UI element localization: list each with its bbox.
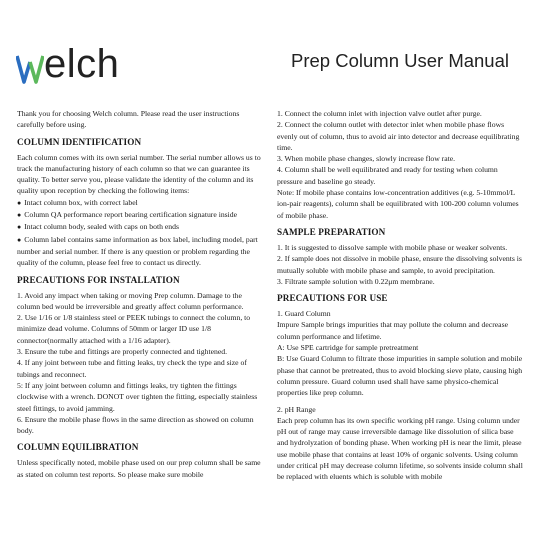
logo-w-mark-icon <box>16 54 44 84</box>
sample-item: 1. It is suggested to dissolve sample with mobile phase or weaker solvents. <box>277 242 508 252</box>
install-item: 4. If any joint between tube and fitting leaks, try check the type and size of tubings and reconnect. <box>17 358 247 379</box>
right-column <box>277 108 523 483</box>
install-item: 2. Use 1/16 or 1/8 stainless steel or PEEK tubings to connect the column, to minimize dead volume. Columns of 50mm or larger ID use 1/8 connector(normally attached with a 1/16 adapter). <box>17 313 251 345</box>
document-title: Prep Column User Manual <box>291 50 509 71</box>
guard-column-title: 1. Guard Column <box>277 309 331 319</box>
intro-paragraph: Thank you for choosing Welch column. Please read the user instructions carefully before using. <box>17 109 240 130</box>
guard-column-text: Impure Sample brings impurities that may pollute the column and decrease column performance and lifetime. <box>277 320 508 341</box>
logo-text: elch <box>44 42 120 86</box>
equilibration-step: 3. When mobile phase changes, slowly increase flow rate. <box>277 154 456 164</box>
checklist-item: ● Intact column body, sealed with caps on both ends <box>17 221 264 233</box>
page-header <box>0 0 535 100</box>
column-identification-text: Each column comes with its own serial number. The serial number allows us to track the manufacturing history of each column so that we can guarantee its quality. To better serve you, please validate the identity of the column and its quality upon reception by checking the following items: <box>17 152 261 196</box>
checklist-item: ● Column QA performance report bearing certification signature inside <box>17 209 264 221</box>
install-item: 5: If any joint between column and fittings leaks, try tighten the fittings clockwise with a wrench. DONOT over tighten the fitting, especially stainless steel fittings, to avoid jamming. <box>17 380 258 413</box>
install-item: 3. Ensure the tube and fittings are properly connected and tightened. <box>17 347 228 357</box>
ph-range-title: 2. pH Range <box>277 404 316 414</box>
equilibration-note: Note: If mobile phase contains low-concentration additives (e.g. 5-10mmol/L ion-pair reagents), column shall be equilibrated with 100-200 column volumes of mobile phase. <box>277 188 519 220</box>
equilibration-step: 4. Column shall be well equilibrated and ready for testing when column pressure and baseline go steady. <box>277 165 498 186</box>
checklist-item: ● Intact column box, with correct label <box>17 197 264 209</box>
heading-precautions-use: PRECAUTIONS FOR USE <box>277 293 388 304</box>
heading-precautions-installation: PRECAUTIONS FOR INSTALLATION <box>17 274 180 285</box>
sample-item: 3. Filtrate sample solution with 0.22μm membrane. <box>277 276 435 286</box>
sample-item: 2. If sample does not dissolve in mobile phase, ensure the dissolving solvents is mutually soluble with mobile phase and sample, to avoid precipitation. <box>277 254 522 275</box>
equilibration-text: Unless specifically noted, mobile phase used on our prep column shall be same as stated on column test reports. So please make sure mobile <box>17 458 261 479</box>
guard-column-option-a: A: Use SPE cartridge for sample pretreatment <box>277 343 419 353</box>
install-item: 6. Ensure the mobile phase flows in the same direction as showed on column body. <box>17 414 254 436</box>
heading-sample-preparation: SAMPLE PREPARATION <box>277 226 386 237</box>
checklist-item: ● Column label contains same information as box label, including model, part number and serial number. If there is any question or problem regarding the quality of the column, please feel free to contact us directly. <box>17 234 264 269</box>
equilibration-step: 2. Connect the column outlet with detector inlet when mobile phase flows evenly out of column, thus to avoid air into detector and decrease equilibrating time. <box>277 120 520 152</box>
install-item: 1. Avoid any impact when taking or moving Prep column. Damage to the column bed would be irreversible and greatly affect column performance. <box>17 290 244 311</box>
guard-column-option-b: B: Use Guard Column to filtrate those impurities in sample solution and mobile phase that cannot be pretreated, thus to avoid blocking sieve plate, causing high column pressure. Guard column used shall have same physico-chemical properties like prep column. <box>277 354 523 398</box>
heading-column-identification: COLUMN IDENTIFICATION <box>17 136 142 147</box>
ph-range-text: Each prep column has its own specific working pH range. Using column under pH out of range may cause irreversible damage like dissolution of silica base and hydrolyzation of bonding phase. When working pH is near the limit, please use mobile phase that contains at least 10% of organic solvents. Using column under critical pH may decrease column lifetime, so solvents inside column shall be replaced with eluents which is soluble with mobile <box>277 415 523 482</box>
left-column <box>17 108 264 480</box>
heading-column-equilibration: COLUMN EQUILIBRATION <box>17 442 139 453</box>
welch-logo <box>16 44 119 84</box>
equilibration-step: 1. Connect the column inlet with injection valve outlet after purge. <box>277 109 482 118</box>
